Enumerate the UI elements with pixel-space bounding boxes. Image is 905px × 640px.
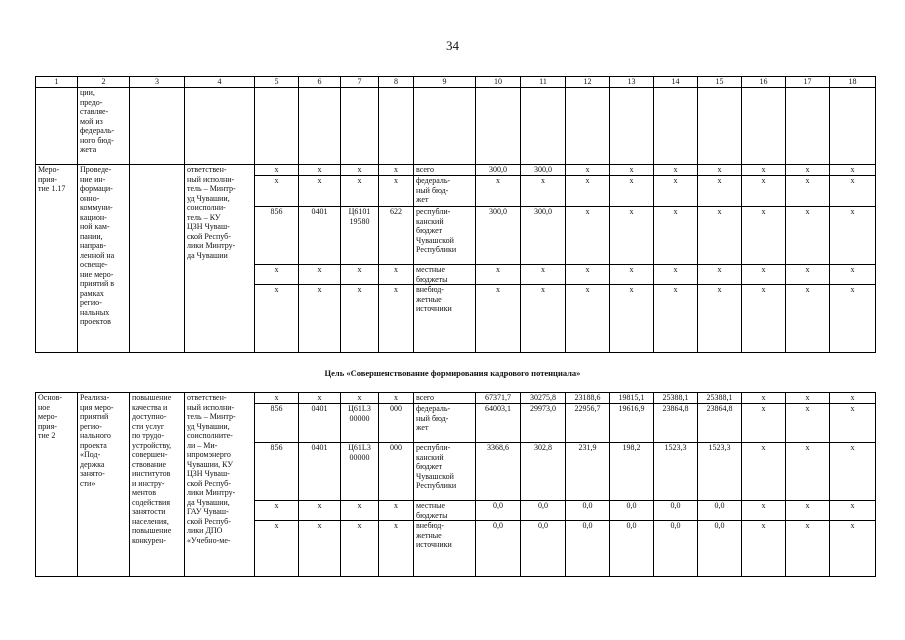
value-cell: 300,0: [476, 207, 521, 265]
funding-source: местные бюджеты: [414, 501, 476, 521]
value-cell: x: [830, 265, 876, 285]
value-cell: 0,0: [521, 521, 566, 577]
value-cell: x: [379, 165, 414, 176]
main-activity-2: [36, 393, 876, 577]
value-cell: x: [786, 265, 830, 285]
column-number: 12: [566, 77, 610, 88]
value-cell: x: [566, 165, 610, 176]
value-cell: 3368,6: [476, 443, 521, 501]
value-cell: x: [654, 265, 698, 285]
value-cell: Ц6101 19580: [341, 207, 379, 265]
value-cell: x: [255, 501, 299, 521]
value-cell: 300,0: [521, 165, 566, 176]
value-cell: x: [742, 521, 786, 577]
value-cell: x: [476, 265, 521, 285]
value-cell: x: [786, 521, 830, 577]
value-cell: x: [786, 443, 830, 501]
value-cell: x: [742, 265, 786, 285]
value-cell: 0,0: [476, 501, 521, 521]
funding-source: внебюд- жетные источники: [414, 521, 476, 577]
funding-row: [36, 393, 876, 404]
value-cell: x: [379, 285, 414, 353]
value-cell: 30275,8: [521, 393, 566, 404]
column-number: 7: [341, 77, 379, 88]
column-number: 15: [698, 77, 742, 88]
value-cell: x: [379, 501, 414, 521]
value-cell: x: [610, 207, 654, 265]
value-cell: x: [255, 285, 299, 353]
activity-goal: повышение качества и доступно- сти услуг по трудо- устройству, совершен- ствование институтов и инстру- ментов содействия занятости населения, повышение конкурен-: [130, 393, 185, 577]
value-cell: 25388,1: [698, 393, 742, 404]
value-cell: x: [299, 165, 341, 176]
value-cell: x: [742, 501, 786, 521]
value-cell: x: [255, 176, 299, 207]
value-cell: x: [830, 176, 876, 207]
value-cell: x: [341, 285, 379, 353]
column-number: 1: [36, 77, 78, 88]
value-cell: x: [299, 285, 341, 353]
value-cell: 25388,1: [654, 393, 698, 404]
value-cell: x: [742, 165, 786, 176]
activity-name: Проведе- ние ин- формаци- онно- коммуни- кацион- ной кам- пании, направ- ленной на освеще- ние меро- приятий в рамках регио- нальных проектов: [78, 165, 130, 353]
page-number: 34: [446, 38, 459, 53]
value-cell: x: [255, 521, 299, 577]
value-cell: x: [341, 176, 379, 207]
funding-source: республи- канский бюджет Чувашской Республики: [414, 207, 476, 265]
value-cell: x: [742, 404, 786, 443]
value-cell: 300,0: [476, 165, 521, 176]
value-cell: 0,0: [698, 521, 742, 577]
responsible-executor: ответствен- ный исполни- тель – Минтр- уд Чувашии, соисполните- ли – Ми- нпромэнерго Чувашии, КУ ЦЗН Чуваш- ской Респуб- лики Минтру- да Чувашии, ГАУ Чуваш- ской Респуб- лики ДПО «Учебно-ме-: [185, 393, 255, 577]
value-cell: x: [786, 207, 830, 265]
column-number: 3: [130, 77, 185, 88]
value-cell: x: [654, 207, 698, 265]
value-cell: x: [566, 207, 610, 265]
value-cell: 000: [379, 404, 414, 443]
value-cell: 0401: [299, 404, 341, 443]
value-cell: x: [566, 176, 610, 207]
value-cell: x: [698, 165, 742, 176]
value-cell: x: [476, 176, 521, 207]
column-number: 13: [610, 77, 654, 88]
value-cell: x: [521, 265, 566, 285]
value-cell: 1523,3: [654, 443, 698, 501]
column-number: 2: [78, 77, 130, 88]
value-cell: x: [341, 393, 379, 404]
funding-row: [36, 165, 876, 176]
value-cell: x: [341, 265, 379, 285]
value-cell: 0,0: [476, 521, 521, 577]
value-cell: x: [299, 521, 341, 577]
column-number: 11: [521, 77, 566, 88]
value-cell: x: [566, 265, 610, 285]
value-cell: x: [654, 285, 698, 353]
funding-source: местные бюджеты: [414, 265, 476, 285]
value-cell: Ц61L3 00000: [341, 404, 379, 443]
value-cell: 0,0: [566, 521, 610, 577]
column-number: 4: [185, 77, 255, 88]
value-cell: x: [341, 501, 379, 521]
column-number: 5: [255, 77, 299, 88]
value-cell: 856: [255, 443, 299, 501]
value-cell: x: [521, 176, 566, 207]
value-cell: x: [698, 207, 742, 265]
value-cell: x: [786, 165, 830, 176]
value-cell: 0,0: [610, 501, 654, 521]
value-cell: x: [742, 285, 786, 353]
goal-heading: Цель «Совершенствование формирования кадрового потенциала»: [324, 368, 581, 378]
column-number: 9: [414, 77, 476, 88]
value-cell: x: [830, 501, 876, 521]
value-cell: x: [742, 393, 786, 404]
value-cell: x: [742, 443, 786, 501]
column-number: 17: [786, 77, 830, 88]
value-cell: x: [786, 393, 830, 404]
value-cell: 300,0: [521, 207, 566, 265]
value-cell: 198,2: [610, 443, 654, 501]
responsible-executor: ответствен- ный исполни- тель – Минтр- уд Чувашии, соисполни- тель – КУ ЦЗН Чуваш- ской Респуб- лики Минтру- да Чувашии: [185, 165, 255, 353]
value-cell: 0,0: [521, 501, 566, 521]
value-cell: 0401: [299, 207, 341, 265]
value-cell: x: [379, 521, 414, 577]
value-cell: x: [830, 521, 876, 577]
value-cell: x: [830, 404, 876, 443]
continued-text: ции, предо- ставляе- мой из федераль- ного бюд- жета: [78, 88, 130, 165]
column-number-row: [36, 77, 876, 88]
value-cell: 0,0: [654, 501, 698, 521]
value-cell: 0,0: [566, 501, 610, 521]
value-cell: 302,8: [521, 443, 566, 501]
value-cell: x: [610, 285, 654, 353]
value-cell: 22956,7: [566, 404, 610, 443]
funding-source: республи- канский бюджет Чувашской Республики: [414, 443, 476, 501]
value-cell: 19616,9: [610, 404, 654, 443]
value-cell: x: [341, 521, 379, 577]
column-number: 8: [379, 77, 414, 88]
value-cell: x: [786, 176, 830, 207]
value-cell: x: [786, 404, 830, 443]
value-cell: 23864,8: [698, 404, 742, 443]
value-cell: x: [341, 165, 379, 176]
value-cell: 23864,8: [654, 404, 698, 443]
value-cell: x: [698, 285, 742, 353]
empty-cell: [130, 165, 185, 353]
column-number: 10: [476, 77, 521, 88]
value-cell: x: [255, 265, 299, 285]
value-cell: x: [521, 285, 566, 353]
value-cell: 0401: [299, 443, 341, 501]
value-cell: x: [786, 501, 830, 521]
value-cell: 856: [255, 207, 299, 265]
value-cell: 0,0: [610, 521, 654, 577]
value-cell: x: [255, 165, 299, 176]
value-cell: 856: [255, 404, 299, 443]
value-cell: 000: [379, 443, 414, 501]
value-cell: x: [566, 285, 610, 353]
value-cell: x: [654, 165, 698, 176]
value-cell: x: [610, 265, 654, 285]
value-cell: 622: [379, 207, 414, 265]
column-number: 14: [654, 77, 698, 88]
value-cell: x: [654, 176, 698, 207]
value-cell: x: [830, 207, 876, 265]
funding-source: федераль- ный бюд- жет: [414, 404, 476, 443]
value-cell: x: [379, 393, 414, 404]
value-cell: x: [742, 207, 786, 265]
value-cell: 231,9: [566, 443, 610, 501]
value-cell: x: [698, 176, 742, 207]
continued-row: [36, 88, 876, 165]
value-cell: x: [610, 176, 654, 207]
value-cell: x: [379, 176, 414, 207]
value-cell: x: [255, 393, 299, 404]
funding-source: внебюд- жетные источники: [414, 285, 476, 353]
activity-1-17: [36, 165, 876, 353]
column-number: 18: [830, 77, 876, 88]
value-cell: 0,0: [698, 501, 742, 521]
value-cell: 23188,6: [566, 393, 610, 404]
value-cell: x: [830, 393, 876, 404]
value-cell: 19815,1: [610, 393, 654, 404]
value-cell: 1523,3: [698, 443, 742, 501]
value-cell: x: [299, 501, 341, 521]
value-cell: 0,0: [654, 521, 698, 577]
value-cell: x: [786, 285, 830, 353]
value-cell: x: [379, 265, 414, 285]
value-cell: x: [742, 176, 786, 207]
value-cell: x: [299, 176, 341, 207]
value-cell: x: [830, 443, 876, 501]
funding-source: федераль- ный бюд- жет: [414, 176, 476, 207]
value-cell: x: [830, 165, 876, 176]
value-cell: x: [299, 265, 341, 285]
funding-source: всего: [414, 393, 476, 404]
value-cell: 29973,0: [521, 404, 566, 443]
value-cell: x: [610, 165, 654, 176]
activity-code: Основ- ное меро- прия- тие 2: [36, 393, 78, 577]
value-cell: x: [830, 285, 876, 353]
column-number: 6: [299, 77, 341, 88]
value-cell: Ц61L3 00000: [341, 443, 379, 501]
activity-code: Меро- прия- тие 1.17: [36, 165, 78, 353]
value-cell: x: [299, 393, 341, 404]
activity-name: Реализа- ция меро- приятий регио- нального проекта «Под- держка занято- сти»: [78, 393, 130, 577]
value-cell: x: [698, 265, 742, 285]
value-cell: 67371,7: [476, 393, 521, 404]
column-number: 16: [742, 77, 786, 88]
value-cell: x: [476, 285, 521, 353]
budget-table-part2: [35, 392, 876, 577]
value-cell: 64003,1: [476, 404, 521, 443]
cell: [36, 88, 78, 165]
budget-table-part1: [35, 76, 876, 353]
funding-source: всего: [414, 165, 476, 176]
